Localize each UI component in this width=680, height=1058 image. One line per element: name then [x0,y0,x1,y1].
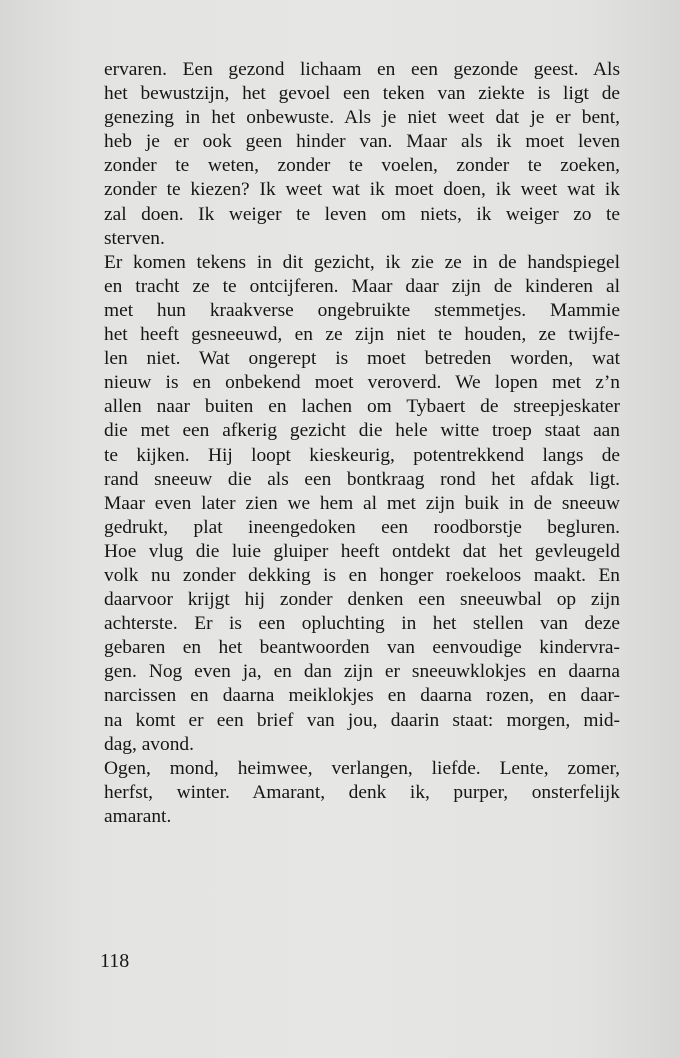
text-line: Maar even later zien we hem al met zijn buik in de sneeuw [104,492,620,514]
text-line: gebaren en het beantwoorden van eenvoudige kindervra- [104,637,620,659]
text-line: len niet. Wat ongerept is moet betreden worden, wat [104,348,620,370]
text-line: die met een afkerig gezicht die hele witte troep staat aan [104,420,620,442]
body-text [104,58,620,829]
text-line: het bewustzijn, het gevoel een teken van ziekte is ligt de [104,83,620,105]
paragraph [104,251,620,757]
text-line: het heeft gesneeuwd, en ze zijn niet te houden, ze twijfe- [104,324,620,346]
text-line: allen naar buiten en lachen om Tybaert de streepjeskater [104,396,620,418]
paragraph [104,757,620,829]
text-line: nieuw is en onbekend moet veroverd. We lopen met z’n [104,372,620,394]
text-line: achterste. Er is een opluchting in het stellen van deze [104,613,620,635]
text-line: heb je er ook geen hinder van. Maar als ik moet leven [104,131,620,153]
text-line: genezing in het onbewuste. Als je niet weet dat je er bent, [104,107,620,129]
text-line: zonder te kiezen? Ik weet wat ik moet doen, ik weet wat ik [104,179,620,201]
text-line: en tracht ze te ontcijferen. Maar daar zijn de kinderen al [104,275,620,297]
text-line: ervaren. Een gezond lichaam en een gezonde geest. Als [104,59,620,80]
text-line: herfst, winter. Amarant, denk ik, purper, onsterfelijk [104,781,620,803]
page-number: 118 [100,950,130,972]
text-line: amarant. [104,805,172,827]
text-line: daarvoor krijgt hij zonder denken een sneeuwbal op zijn [104,589,620,611]
text-line: volk nu zonder dekking is en honger roekeloos maakt. En [104,564,620,586]
text-line: dag, avond. [104,733,194,755]
text-line: Hoe vlug die luie gluiper heeft ontdekt dat het gevleugeld [104,540,620,562]
text-line: Er komen tekens in dit gezicht, ik zie ze in de handspiegel [104,251,620,273]
text-line: gen. Nog even ja, en dan zijn er sneeuwklokjes en daarna [104,661,620,683]
text-line: gedrukt, plat ineengedoken een roodborstje begluren. [104,516,620,538]
text-line: narcissen en daarna meiklokjes en daarna rozen, en daar- [104,685,620,707]
text-line: Ogen, mond, heimwee, verlangen, liefde. Lente, zomer, [104,757,620,779]
text-line: zonder te weten, zonder te voelen, zonder te zoeken, [104,155,620,177]
text-line: na komt er een brief van jou, daarin staat: morgen, mid- [104,709,620,731]
text-line: sterven. [104,227,165,249]
text-line: te kijken. Hij loopt kieskeurig, potentrekkend langs de [104,444,620,466]
text-line: rand sneeuw die als een bontkraag rond het afdak ligt. [104,468,620,490]
text-line: met hun kraakverse ongebruikte stemmetjes. Mammie [104,299,620,321]
text-line: zal doen. Ik weiger te leven om niets, ik weiger zo te [104,203,620,225]
paragraph [104,58,620,251]
